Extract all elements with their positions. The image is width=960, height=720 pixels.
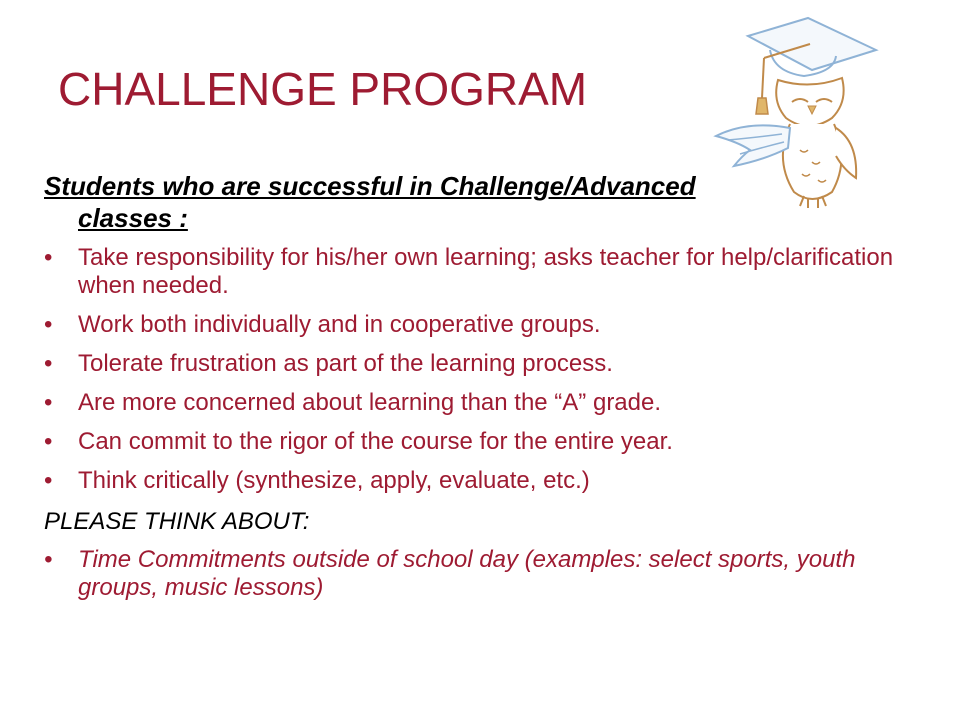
list-item-text: Take responsibility for his/her own learning; asks teacher for help/clarification when needed. — [78, 244, 894, 299]
think-about-heading: PLEASE THINK ABOUT: — [44, 508, 310, 535]
list-item — [44, 311, 924, 339]
list-item-text: Are more concerned about learning than the “A” grade. — [78, 389, 662, 416]
bullet-dot: • — [44, 244, 53, 271]
bullet-list — [44, 244, 924, 506]
list-item — [44, 546, 924, 602]
note-list — [44, 546, 924, 613]
list-item — [44, 244, 924, 300]
subheading-line-2: classes : — [78, 203, 188, 233]
list-item — [44, 428, 924, 456]
list-item-text: Time Commitments outside of school day (examples: select sports, youth groups, music lessons) — [78, 546, 856, 601]
bullet-dot: • — [44, 311, 53, 338]
list-item — [44, 389, 924, 417]
bullet-dot: • — [44, 546, 53, 573]
list-item-text: Tolerate frustration as part of the learning process. — [78, 350, 613, 377]
list-item — [44, 467, 924, 495]
list-item-text: Can commit to the rigor of the course for the entire year. — [78, 428, 673, 455]
list-item-text: Work both individually and in cooperative groups. — [78, 311, 601, 338]
slide-title: CHALLENGE PROGRAM — [58, 63, 588, 115]
list-item — [44, 350, 924, 378]
list-item-text: Think critically (synthesize, apply, evaluate, etc.) — [78, 467, 590, 494]
subheading-line-1: Students who are successful in Challenge/Advanced — [44, 171, 696, 201]
subheading — [44, 170, 924, 234]
bullet-dot: • — [44, 350, 53, 377]
bullet-dot: • — [44, 467, 53, 494]
bullet-dot: • — [44, 389, 53, 416]
bullet-dot: • — [44, 428, 53, 455]
